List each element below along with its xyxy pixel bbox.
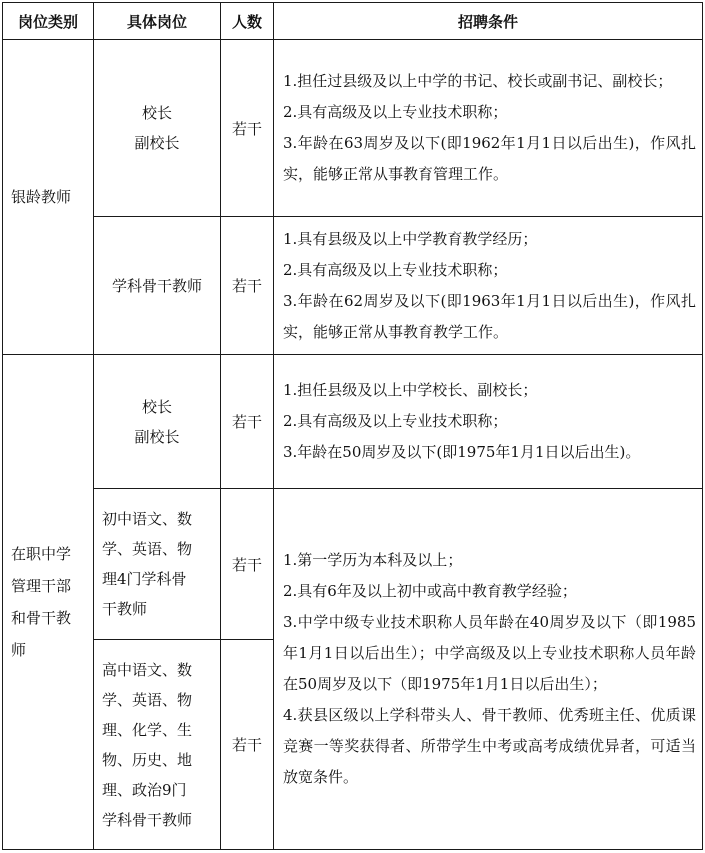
header-count: 人数	[221, 3, 274, 40]
category-line: 师	[11, 641, 27, 659]
position-line: 初中语文、数	[102, 510, 193, 528]
count-cell: 若干	[221, 640, 274, 850]
category-line: 银龄教师	[11, 188, 72, 206]
category-line: 在职中学	[11, 545, 72, 563]
category-cell	[3, 355, 94, 850]
requirement-item: 2.具有高级及以上专业技术职称；	[283, 412, 508, 430]
position-cell	[94, 217, 221, 355]
position-line: 副校长	[134, 427, 180, 446]
position-line: 理、政治9门	[102, 780, 187, 799]
position-cell	[94, 355, 221, 489]
position-line: 干教师	[102, 600, 148, 618]
position-line: 理4门学科骨	[102, 570, 187, 588]
requirement-item: 1.担任过县级及以上中学的书记、校长或副书记、副校长；	[283, 72, 673, 90]
requirement-item: 3.年龄在50周岁及以下(即1975年1月1日以后出生)。	[283, 443, 641, 461]
requirement-item: 2.具有高级及以上专业技术职称；	[283, 260, 508, 279]
header-category: 岗位类别	[3, 3, 94, 40]
requirement-item: 2.具有高级及以上专业技术职称；	[283, 103, 508, 121]
category-line: 和骨干教	[11, 609, 72, 627]
position-line: 学科骨干教师	[102, 810, 193, 829]
header-position: 具体岗位	[94, 3, 221, 40]
requirements-cell	[274, 40, 703, 217]
category-line: 管理干部	[11, 577, 72, 595]
position-cell	[94, 640, 221, 850]
header-requirements: 招聘条件	[274, 3, 703, 40]
requirement-item: 1.具有县级及以上中学教育教学经历；	[283, 229, 538, 248]
requirement-item: 3.中学中级专业技术职称人员年龄在40周岁及以下（即1985年1月1日以后出生）；中学高级及以上专业技术职称人员年龄在50周岁及以下（即1975年1月1日以后出生）；	[283, 613, 696, 693]
requirements-cell	[274, 355, 703, 489]
requirement-item: 4.获县区级以上学科带头人、骨干教师、优秀班主任、优质课竞赛一等奖获得者、所带学生中考或高考成绩优异者，可适当放宽条件。	[283, 706, 696, 786]
requirement-item: 3.年龄在62周岁及以下(即1963年1月1日以后出生)，作风扎实，能够正常从事教育教学工作。	[283, 291, 696, 341]
position-line: 校长	[141, 397, 172, 416]
table-row	[3, 40, 703, 217]
position-line: 高中语文、数	[102, 660, 193, 679]
requirements-cell	[274, 489, 703, 850]
position-line: 物、历史、地	[102, 750, 193, 769]
recruitment-table	[2, 2, 703, 850]
requirement-item: 2.具有6年及以上初中或高中教育教学经验；	[283, 582, 577, 600]
position-line: 理、化学、生	[102, 720, 193, 739]
header-row	[3, 3, 703, 40]
requirement-item: 3.年龄在63周岁及以下(即1962年1月1日以后出生)，作风扎实，能够正常从事教育管理工作。	[283, 134, 696, 183]
position-line: 学、英语、物	[102, 690, 193, 709]
position-cell	[94, 40, 221, 217]
count-cell: 若干	[221, 40, 274, 217]
requirement-item: 1.第一学历为本科及以上；	[283, 551, 463, 569]
position-cell	[94, 489, 221, 640]
position-line: 学科骨干教师	[111, 276, 202, 295]
table-row	[3, 217, 703, 355]
requirements-cell	[274, 217, 703, 355]
position-line: 校长	[141, 104, 172, 122]
requirement-item: 1.担任县级及以上中学校长、副校长；	[283, 381, 538, 399]
table-row	[3, 355, 703, 489]
category-cell	[3, 40, 94, 355]
count-cell: 若干	[221, 489, 274, 640]
position-line: 副校长	[134, 134, 180, 152]
count-cell: 若干	[221, 217, 274, 355]
position-line: 学、英语、物	[102, 540, 193, 558]
count-cell: 若干	[221, 355, 274, 489]
table-row	[3, 489, 703, 640]
